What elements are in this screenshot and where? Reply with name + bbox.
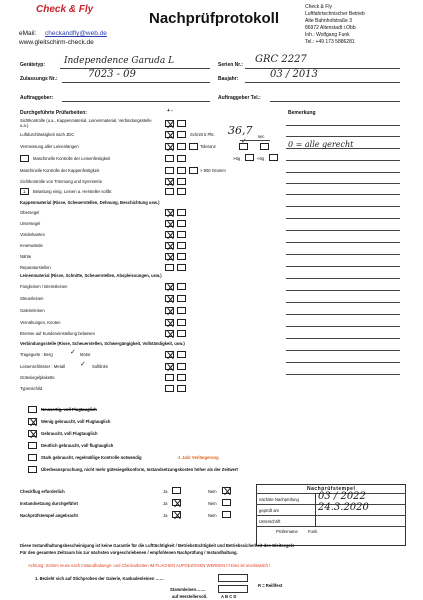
checkflug-ja: Ja bbox=[163, 489, 168, 494]
numbered-box-label: 1. bbox=[23, 189, 27, 194]
check-box-3-minus[interactable] bbox=[177, 155, 186, 162]
checkflug-label: Checkflug erforderlich bbox=[20, 489, 65, 494]
leinen-box-0[interactable] bbox=[165, 283, 174, 290]
abcd-label: A B C D bbox=[221, 594, 237, 599]
leinenschloesser-box[interactable] bbox=[165, 363, 174, 370]
zulassung-value: 7023 - 09 bbox=[88, 69, 136, 80]
kappe-box-0-minus[interactable] bbox=[177, 209, 186, 216]
check-box-5-minus[interactable] bbox=[177, 178, 186, 185]
checkflug-nein-box[interactable] bbox=[222, 487, 231, 494]
company-line-3: 86972 Altenstadt i.Obb bbox=[305, 25, 356, 31]
status-item-3: Deutlich gebraucht, voll flugtauglich bbox=[41, 443, 114, 448]
kappe-box-1[interactable] bbox=[165, 220, 174, 227]
status-box-0[interactable] bbox=[28, 406, 37, 413]
instandsetzung-label: Instandsetzung durchgeführt bbox=[20, 501, 78, 506]
check-box-6-minus[interactable] bbox=[177, 188, 186, 195]
auftraggeber-tel-label: Auftraggeber Tel.: bbox=[218, 95, 261, 101]
r-reissfest: R = Reißfest bbox=[258, 583, 283, 588]
pruefername-value: Funk bbox=[308, 529, 318, 534]
stammleinen-label: Stammleinen……. bbox=[170, 587, 206, 592]
kappe-item-0: Obersegel bbox=[20, 210, 40, 215]
geprueft-label: geprüft am bbox=[259, 508, 280, 513]
typenschild-label: Typenschild bbox=[20, 386, 43, 391]
leinen-box-1-minus[interactable] bbox=[177, 295, 186, 302]
instandsetzung-ja-box[interactable] bbox=[172, 499, 181, 506]
checks-title: Durchgeführte Prüfarbeiten: bbox=[20, 110, 87, 116]
kappe-item-1: Untersegel bbox=[20, 221, 41, 226]
naechste-label: nächste Nachprüfung bbox=[259, 497, 299, 502]
geprueft-value: 24.3.2020 bbox=[318, 502, 369, 513]
check-box-1-minus[interactable] bbox=[177, 131, 186, 138]
leinen-item-0: Fangleinen / Bremsleinen bbox=[20, 284, 68, 289]
leinenschloesser-label: Leinenschlösser : Metall bbox=[20, 364, 65, 369]
guete-box[interactable] bbox=[165, 374, 174, 381]
motor-label: Motor bbox=[80, 352, 91, 357]
tragegurte-berg-check: ✓ bbox=[70, 349, 76, 356]
metall-check: ✓ bbox=[80, 361, 86, 368]
kappe-box-4-minus[interactable] bbox=[177, 253, 186, 260]
typenschild-box-minus[interactable] bbox=[177, 385, 186, 392]
stempel-ja-box[interactable] bbox=[172, 511, 181, 518]
machine-lines-icon-box bbox=[20, 155, 29, 162]
kappe-box-0[interactable] bbox=[165, 209, 174, 216]
instandsetzung-nein: Nein bbox=[208, 501, 217, 506]
check-item-3: Maschinelle Kontrolle der Leinenfestigkeit bbox=[33, 156, 111, 161]
check-box-2-minus[interactable] bbox=[177, 143, 186, 150]
unterschrift-label: Unterschrift bbox=[259, 519, 281, 524]
baujahr-value: 03 / 2013 bbox=[270, 69, 318, 80]
leinen-box-3[interactable] bbox=[165, 319, 174, 326]
status-box-3[interactable] bbox=[28, 442, 37, 449]
tragegurte-label: Tragegurte : Berg bbox=[20, 352, 53, 357]
leinen-item-2: Galerieleinen bbox=[20, 308, 45, 313]
stempel-angebracht-label: Nachprüfstempel angebracht bbox=[20, 513, 78, 518]
status-item-1: Wenig gebraucht, voll Flugtauglich bbox=[41, 419, 111, 424]
logo: Check & Fly bbox=[36, 4, 94, 15]
leinen-item-1: Steuerleinen bbox=[20, 296, 44, 301]
toleranz-label: Toleranz bbox=[200, 144, 216, 149]
company-line-2: Alte Bahnhofstraße 3 bbox=[305, 18, 352, 24]
serien-value: GRC 2227 bbox=[255, 54, 307, 65]
leinen-box-2-minus[interactable] bbox=[177, 307, 186, 314]
bemerkung-header: Bemerkung bbox=[288, 110, 316, 116]
kappe-box-2-minus[interactable] bbox=[177, 231, 186, 238]
check-box-4-minus[interactable] bbox=[177, 167, 186, 174]
footer-note-2: Für den gesamten Zeitraum bis zur nächsten vorgeschriebenen / empfohlenen Nachprüfung / Instandhaltung. bbox=[20, 550, 238, 555]
leinen-item-4: Bremse auf Kundeneinstellung belassen bbox=[20, 331, 95, 336]
check-item-2: Vermessung aller Leinenlängen bbox=[20, 144, 79, 149]
bemerkung-remark: 0 = alle gerecht bbox=[288, 140, 354, 149]
baujahr-label: Baujahr: bbox=[218, 76, 239, 82]
guete-label: Gütesiegelplakette bbox=[20, 375, 55, 380]
geraetetyp-value: Independence Garuda L bbox=[64, 56, 175, 66]
status-item-2: Gebraucht, voll Flugtauglich bbox=[41, 431, 98, 436]
leinenschloesser-box-minus[interactable] bbox=[177, 363, 186, 370]
status-item-5: Überbeanspruchung, nicht mehr gütesiegelkonform, Instandsetzungskosten höher als der Zeitwert bbox=[41, 467, 238, 472]
kappe-item-4: Nähte bbox=[20, 254, 32, 259]
leinen-box-3-minus[interactable] bbox=[177, 319, 186, 326]
stempel-nein: Nein bbox=[208, 513, 217, 518]
tragegurte-box-minus[interactable] bbox=[177, 351, 186, 358]
kappe-box-4[interactable] bbox=[165, 253, 174, 260]
toleranz-box[interactable] bbox=[189, 143, 198, 150]
auftraggeber-label: Auftraggeber: bbox=[20, 95, 54, 101]
check-box-4[interactable] bbox=[165, 167, 174, 174]
instandsetzung-nein-box[interactable] bbox=[222, 499, 231, 506]
leinen-title: Leinenmaterial (Risse, Schnitte, Scheuerstellen, Abspleissungen, usw.) bbox=[20, 273, 162, 278]
leinen-box-0-minus[interactable] bbox=[177, 283, 186, 290]
status-box-4[interactable] bbox=[28, 454, 37, 461]
naechste-value: 03 / 2022 bbox=[318, 491, 366, 502]
website: www.gleitschirm-check.de bbox=[19, 39, 94, 46]
leinen-box-1[interactable] bbox=[165, 295, 174, 302]
schnitt-value: 36,7 bbox=[228, 124, 253, 137]
company-line-5: Tel.: +49 173 5886281 bbox=[305, 39, 355, 45]
leinen-box-4-minus[interactable] bbox=[177, 330, 186, 337]
stempel-title: Nachprüfstempel bbox=[307, 486, 356, 492]
guete-box-minus[interactable] bbox=[177, 374, 186, 381]
stempel-ja: Ja bbox=[163, 513, 168, 518]
kappe-box-5[interactable] bbox=[165, 264, 174, 271]
company-line-4: Inh.: Wolfgang Funk bbox=[305, 32, 350, 38]
over-900-label: > 900 Gramm bbox=[200, 168, 226, 173]
company-line-1: Luftfahrtechnischer Betrieb bbox=[305, 11, 365, 17]
kappe-box-5-minus[interactable] bbox=[177, 264, 186, 271]
kappe-box-2[interactable] bbox=[165, 231, 174, 238]
check-item-4: Maschinelle Kontrolle der Kappenfestigkeit bbox=[20, 168, 100, 173]
lt6g-box[interactable] bbox=[269, 154, 278, 161]
check-item-5: Sichtkontrolle von Trimmung und Symmetrie bbox=[20, 179, 103, 184]
geraetetyp-label: Gerätetyp: bbox=[20, 62, 46, 68]
pruefername-label: Prüfername bbox=[276, 529, 298, 534]
typenschild-box[interactable] bbox=[165, 385, 174, 392]
herstellersoll-label: auf Herstellersoll. bbox=[172, 594, 208, 599]
page-title: Nachprüfprotokoll bbox=[149, 10, 279, 27]
kappe-title: Kappenmaterial (Risse, Scheuerstellen, Dehnung, Beschichtung usw.) bbox=[20, 200, 160, 205]
kappe-item-5: Reparaturstellen bbox=[20, 265, 51, 270]
status-box-5[interactable] bbox=[28, 466, 37, 473]
email-label: eMail: bbox=[19, 30, 37, 37]
check-item-1: Luftdurchlässigkeit nach JDC bbox=[20, 132, 75, 137]
footer-note-1: Diese Instandhaltungsbescheinigung ist keine Garantie für die Lufttüchtigkeit / Betriebstüchtigkeit und Betriebssicherheit des Gleitsegels bbox=[20, 543, 295, 548]
status-item-4: Stark gebraucht, regelmäßige Kontrolle notwendig bbox=[41, 455, 142, 460]
check-box-2[interactable] bbox=[165, 143, 174, 150]
check-box-6[interactable] bbox=[165, 188, 174, 195]
gt6g-box[interactable] bbox=[245, 154, 254, 161]
serien-label: Serien Nr.: bbox=[218, 62, 244, 68]
schnitt-label: Schnitt 5 Pkt. bbox=[190, 132, 215, 137]
instandsetzung-ja: Ja bbox=[163, 501, 168, 506]
check-box-1[interactable] bbox=[165, 131, 174, 138]
status-box-1[interactable] bbox=[28, 418, 37, 425]
toleranz-plus-check: ✓ bbox=[241, 138, 247, 145]
kappe-item-2: Vorderkanten bbox=[20, 232, 45, 237]
footer-warning: Achtung: Schirm muss nach Instandhaltungs- und Checkarbeiten IM FLACHEN AUFGEZOGEN WERDEN !!! Dies ist unerlässlich ! bbox=[28, 563, 271, 568]
check-box-3[interactable] bbox=[165, 155, 174, 162]
email-link[interactable]: checkandfly@web.de bbox=[45, 30, 107, 37]
stempel-nein-box[interactable] bbox=[222, 511, 231, 518]
status-item-0: Neuwertig, voll Flugtauglich bbox=[41, 407, 97, 412]
verbindung-title: Verbindungsstelle (Risse, Scheuerstellen, Schwergängigkeit, Vollständigkeit, usw.) bbox=[20, 341, 185, 346]
check-item-6: Belastung einig. Leinen a. Hersteller sollbr. bbox=[33, 189, 113, 194]
bezieht-label: 1. Bezieht sich auf Stichproben der Galerie, Kaskadenleinen …… bbox=[35, 576, 164, 581]
softlinks-label: Softlinks bbox=[92, 364, 108, 369]
lt6g-label: <6g bbox=[257, 156, 265, 161]
leinen-item-3: Vernähungen, Knoten bbox=[20, 320, 61, 325]
gt6g-label: >6g bbox=[233, 156, 241, 161]
checkflug-ja-box[interactable] bbox=[172, 487, 181, 494]
checkflug-nein: Nein bbox=[208, 489, 217, 494]
verlaengerung-note: -1 Jahr Verlängerung bbox=[177, 455, 219, 460]
status-box-2[interactable] bbox=[28, 430, 37, 437]
leinen-box-4[interactable] bbox=[165, 330, 174, 337]
kappe-item-3: Innenwände bbox=[20, 243, 43, 248]
check-box-0[interactable] bbox=[165, 120, 174, 127]
tragegurte-box[interactable] bbox=[165, 351, 174, 358]
plus-minus-header: + - bbox=[167, 108, 173, 114]
leinen-box-2[interactable] bbox=[165, 307, 174, 314]
kappe-box-1-minus[interactable] bbox=[177, 220, 186, 227]
check-item-0: Sichtkontrolle (u.a., Kappenmaterial, Leinenmaterial, Verbindungsstelle u.a.) bbox=[20, 118, 152, 128]
toleranz-minus-box[interactable] bbox=[260, 143, 269, 150]
galerie-cells bbox=[218, 574, 248, 582]
company-line-0: Check & Fly bbox=[305, 4, 332, 10]
kappe-box-3-minus[interactable] bbox=[177, 242, 186, 249]
stammleinen-cells bbox=[218, 585, 248, 593]
check-box-5[interactable] bbox=[165, 178, 174, 185]
over-900-box[interactable] bbox=[189, 167, 198, 174]
kappe-box-3[interactable] bbox=[165, 242, 174, 249]
zulassung-label: Zulassungs Nr.: bbox=[20, 76, 58, 82]
sec-label: sec bbox=[258, 134, 265, 139]
check-box-0-minus[interactable] bbox=[177, 120, 186, 127]
